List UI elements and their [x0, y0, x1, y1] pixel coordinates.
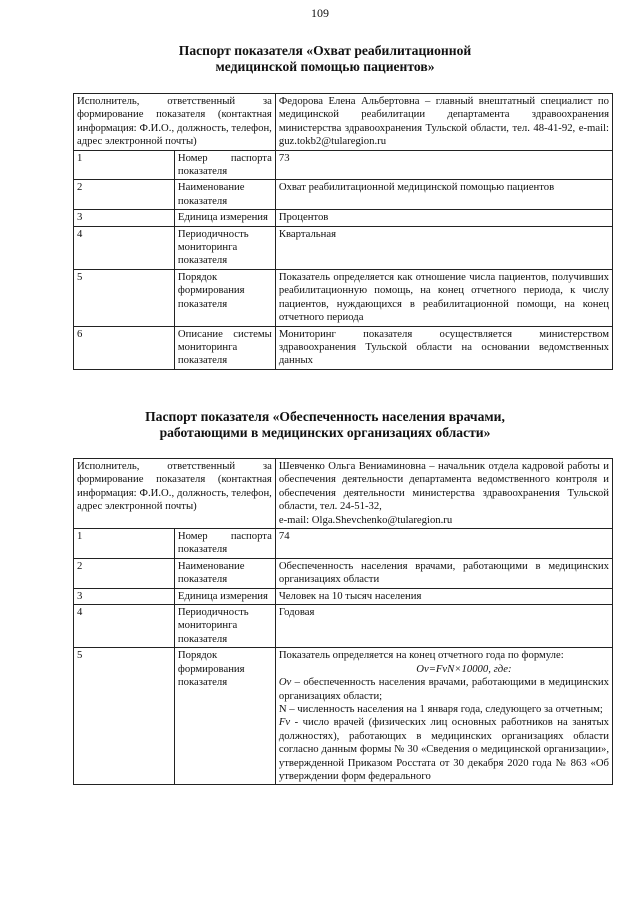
- section1-title: [60, 43, 590, 75]
- row-label: Периодичность мониторинга показателя: [174, 226, 275, 269]
- definition-fv: [279, 716, 609, 783]
- symbol-ov: Ov: [278, 676, 292, 689]
- row-value: Квартальная: [275, 226, 612, 269]
- table-row: [74, 648, 613, 785]
- executor-text: Шевченко Ольга Вениаминовна – начальник отдела кадровой работы и обеспечения деятельности департамента ведомственного контроля и обеспечения деятельности министерства здравоохранения Тульской области, тел. 24-51-32,: [278, 460, 609, 513]
- passport-table-73: [73, 93, 613, 370]
- row-number: 1: [74, 529, 175, 559]
- table-row: [74, 326, 613, 369]
- row-number: 4: [74, 226, 175, 269]
- row-value: Годовая: [275, 605, 612, 648]
- row-label: Номер паспорта показателя: [174, 529, 275, 559]
- row-label: Порядок формирования показателя: [174, 648, 275, 785]
- table-row: [74, 180, 613, 210]
- executor-email: e-mail: Olga.Shevchenko@tularegion.ru: [278, 513, 453, 526]
- row-label: Описание системы мониторинга показателя: [174, 326, 275, 369]
- row-value: 74: [275, 529, 612, 559]
- row-number: 1: [74, 150, 175, 180]
- definition-n: N – численность населения на 1 января года, следующего за отчетным;: [278, 702, 603, 715]
- formula-intro: Показатель определяется на конец отчетного года по формуле:: [278, 649, 564, 662]
- row-label: Единица измерения: [174, 210, 275, 226]
- passport-table-74: [73, 458, 613, 785]
- section2-title-line2: работающими в медицинских организациях области»: [159, 425, 491, 440]
- row-number: 5: [74, 648, 175, 785]
- table-row: [74, 94, 613, 151]
- table-row: [74, 529, 613, 559]
- row-value: [275, 648, 612, 785]
- row-value: Мониторинг показателя осуществляется министерством здравоохранения Тульской области на основании ведомственных данных: [275, 326, 612, 369]
- table-row: [74, 150, 613, 180]
- row-label: Порядок формирования показателя: [174, 269, 275, 326]
- section1-title-line2: медицинской помощью пациентов»: [215, 59, 435, 74]
- section2-title: [60, 409, 590, 441]
- definition-fv-text: - число врачей (физических лиц основных работников на занятых должностях), работающих в медицинских организациях области согласно данным формы № 30 «Сведения о медицинской организации», утвержденной Приказом Росстата от 30 декабря 2020 года № 863 «Об утверждении форм федерального: [278, 716, 609, 782]
- table-row: [74, 269, 613, 326]
- executor-value: [275, 459, 612, 529]
- row-number: 2: [74, 558, 175, 588]
- row-value: Показатель определяется как отношение числа пациентов, получивших реабилитационную помощь, на конец отчетного периода, к числу пациентов, нуждающихся в реабилитационной помощи, на конец отчетного периода: [275, 269, 612, 326]
- formula: Ov=FvN×10000, где:: [416, 662, 512, 675]
- row-label: Наименование показателя: [174, 558, 275, 588]
- executor-label: Исполнитель, ответственный за формирование показателя (контактная информация: Ф.И.О., должность, телефон, адрес электронной почты): [74, 459, 276, 529]
- table-row: [74, 226, 613, 269]
- executor-value: Федорова Елена Альбертовна – главный внештатный специалист по медицинской реабилитации департамента здравоохранения министерства здравоохранения Тульской области, тел. 48-41-92, e-mail: guz.tokb2@tularegion.ru: [275, 94, 612, 151]
- row-label: Периодичность мониторинга показателя: [174, 605, 275, 648]
- table-row: [74, 558, 613, 588]
- row-number: 5: [74, 269, 175, 326]
- row-value: Охват реабилитационной медицинской помощью пациентов: [275, 180, 612, 210]
- section2-title-line1: Паспорт показателя «Обеспеченность населения врачами,: [145, 409, 505, 424]
- definition-ov-text: – обеспеченность населения врачами, работающими в медицинских организациях области;: [278, 676, 609, 702]
- table-row: [74, 459, 613, 529]
- page-number: 109: [311, 6, 329, 20]
- row-number: 4: [74, 605, 175, 648]
- row-number: 3: [74, 588, 175, 604]
- row-number: 2: [74, 180, 175, 210]
- row-number: 3: [74, 210, 175, 226]
- section1-title-line1: Паспорт показателя «Охват реабилитационной: [178, 43, 472, 58]
- definition-ov: [279, 676, 609, 703]
- row-value: Процентов: [275, 210, 612, 226]
- row-label: Наименование показателя: [174, 180, 275, 210]
- row-value: Обеспеченность населения врачами, работающими в медицинских организациях области: [275, 558, 612, 588]
- table-row: [74, 605, 613, 648]
- row-label: Номер паспорта показателя: [174, 150, 275, 180]
- row-value: Человек на 10 тысяч населения: [275, 588, 612, 604]
- table-row: [74, 588, 613, 604]
- row-value: 73: [275, 150, 612, 180]
- executor-label: Исполнитель, ответственный за формирование показателя (контактная информация: Ф.И.О., должность, телефон, адрес электронной почты): [74, 94, 276, 151]
- symbol-fv: Fv: [278, 716, 291, 729]
- table-row: [74, 210, 613, 226]
- row-number: 6: [74, 326, 175, 369]
- row-label: Единица измерения: [174, 588, 275, 604]
